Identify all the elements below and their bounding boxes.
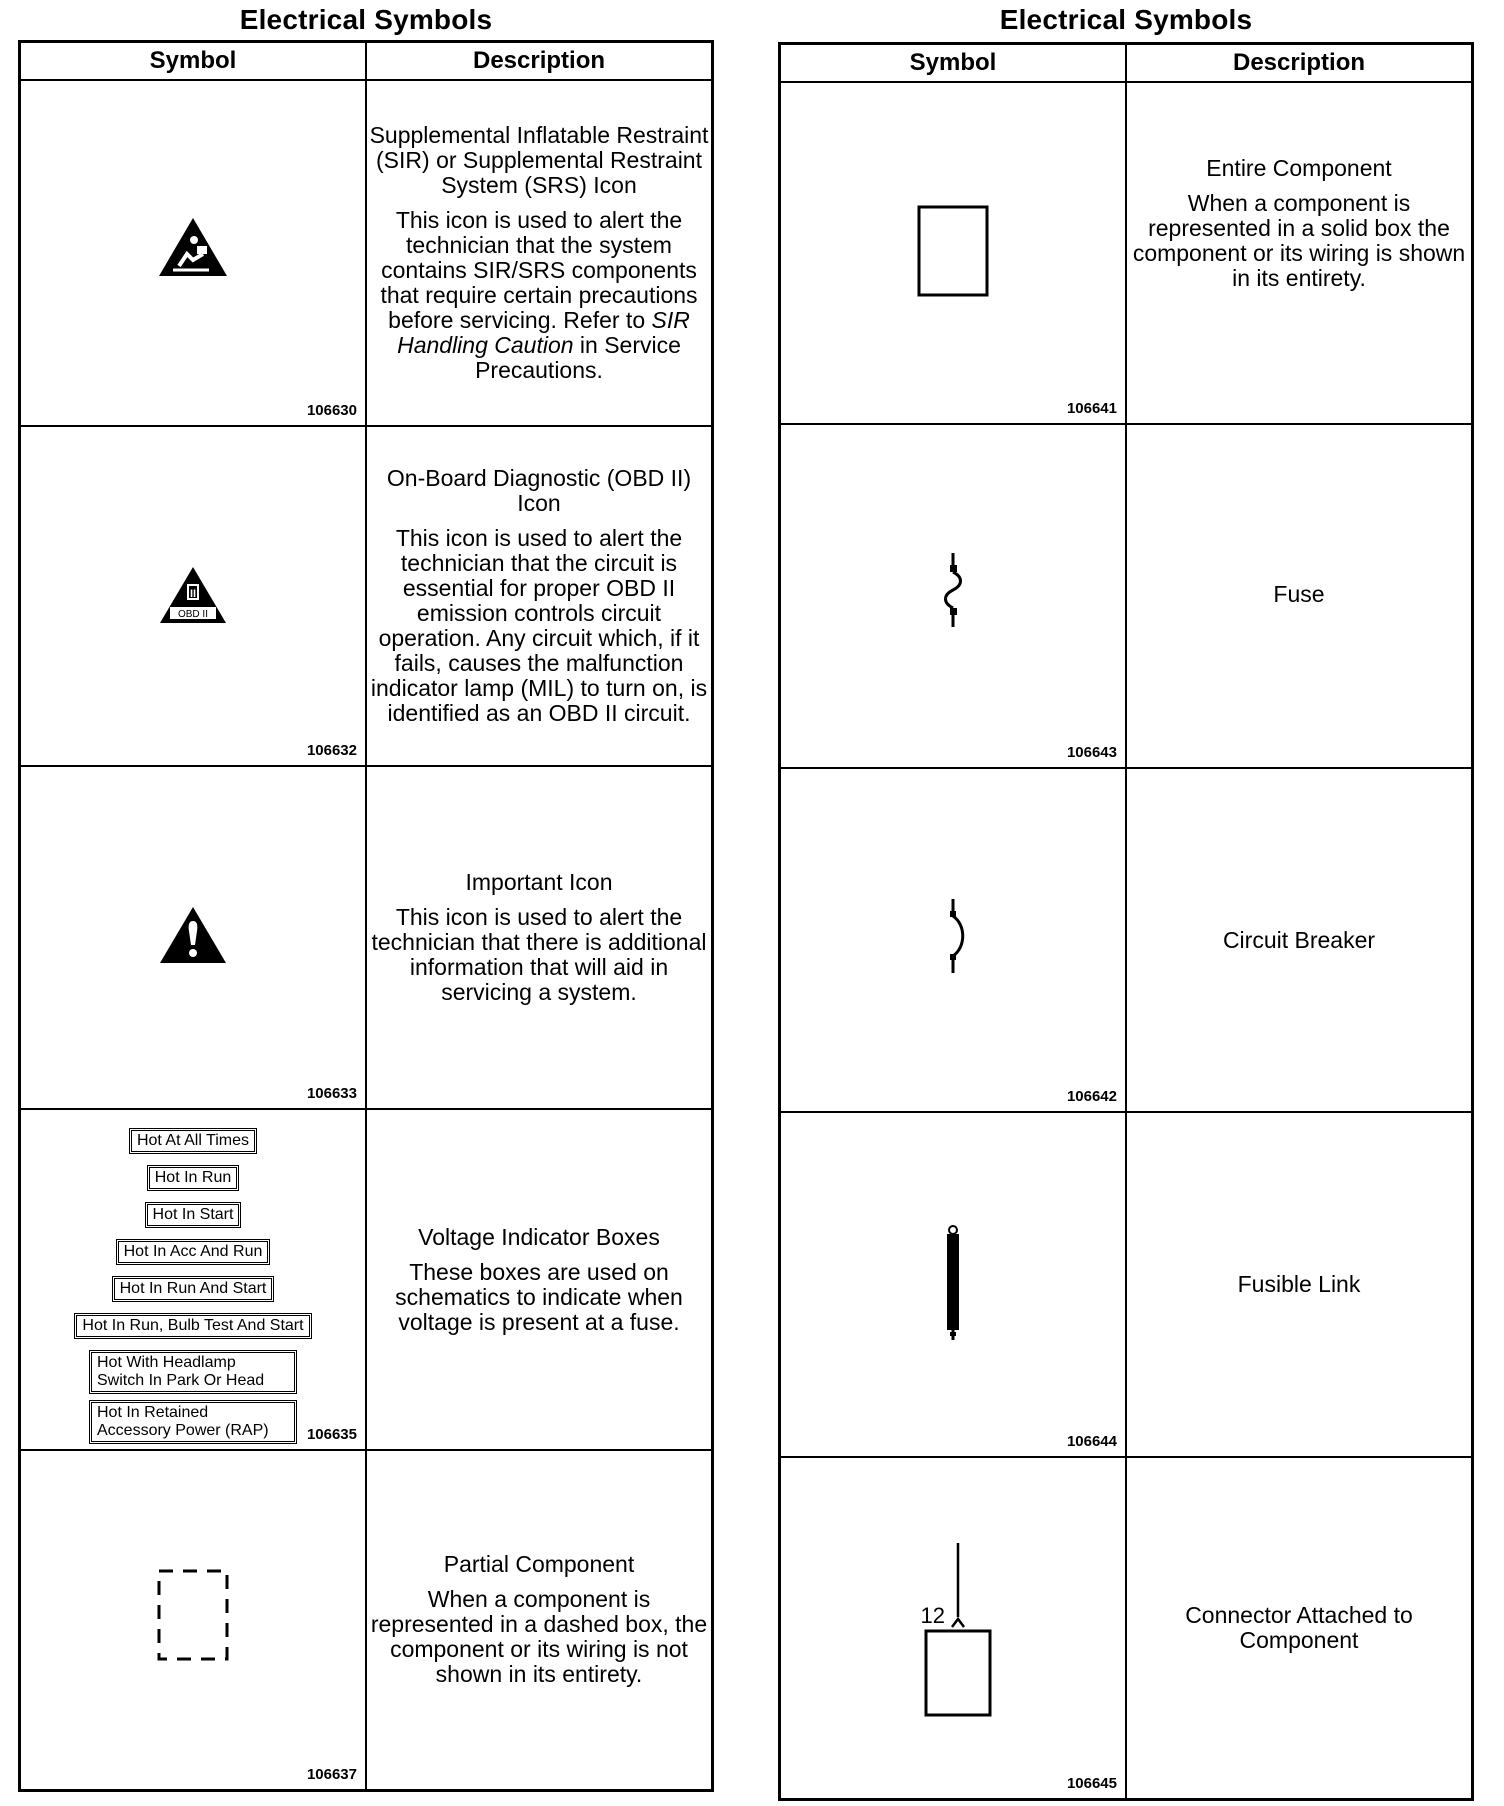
symbol-cell <box>780 1112 1127 1457</box>
description-cell <box>366 1109 713 1450</box>
figure-id: 106641 <box>1066 400 1117 417</box>
voltage-box: Hot In Start <box>145 1202 242 1228</box>
symbol-column-header: Symbol <box>20 42 367 81</box>
left-symbols-table <box>18 40 714 1792</box>
voltage-indicator-boxes <box>21 1128 365 1450</box>
figure-id: 106630 <box>306 402 357 419</box>
figure-id: 106645 <box>1066 1774 1117 1792</box>
symbol-title: Partial Component <box>443 1551 635 1578</box>
right-symbols-table <box>778 42 1474 1801</box>
left-panel-title: Electrical Symbols <box>239 4 493 35</box>
right-panel-title: Electrical Symbols <box>999 4 1253 35</box>
description-column-header: Description <box>1126 44 1473 83</box>
table-row <box>780 424 1473 768</box>
figure-id: 106642 <box>1066 1088 1117 1105</box>
figure-id: 106644 <box>1066 1433 1117 1450</box>
table-row <box>20 766 713 1109</box>
symbol-cell <box>780 1457 1127 1799</box>
obd-ii-warning-triangle-icon <box>158 565 228 625</box>
circuit-breaker-icon <box>938 899 968 973</box>
symbol-cell <box>20 80 367 426</box>
table-row <box>780 768 1473 1112</box>
description-cell <box>1126 82 1473 424</box>
obd-ii-mark: II <box>189 588 197 600</box>
description-column-header: Description <box>366 42 713 81</box>
symbol-cell <box>20 426 367 766</box>
symbol-title: Circuit Breaker <box>1222 926 1376 953</box>
description-cell <box>1126 1112 1473 1457</box>
description-cell <box>366 1450 713 1790</box>
table-row <box>20 426 713 766</box>
symbol-description: When a component is represented in a solid box the component or its wiring is shown in its entirety. <box>1132 189 1466 291</box>
table-row <box>780 1112 1473 1457</box>
sir-srs-warning-triangle-icon <box>157 216 229 278</box>
solid-box-icon <box>917 205 989 297</box>
symbol-title: On-Board Diagnostic (OBD II) Icon <box>386 465 692 516</box>
symbol-cell <box>20 1109 367 1450</box>
symbol-column-header: Symbol <box>780 44 1127 83</box>
description-cell <box>1126 1457 1473 1799</box>
symbol-description: This icon is used to alert the technician that the system contains SIR/SRS components that require certain precautions before servicing. Refer to SIR Handling Caution in Service Precautions. <box>380 207 698 383</box>
table-header-row <box>780 44 1473 83</box>
table-row <box>20 80 713 426</box>
voltage-box: Hot In Run And Start <box>112 1276 275 1302</box>
symbol-title: Important Icon <box>465 869 613 895</box>
pin-number-label: 12 <box>920 1602 945 1628</box>
symbol-cell <box>780 768 1127 1112</box>
italic-reference: SIR Handling Caution <box>397 307 690 358</box>
important-warning-triangle-icon <box>158 905 228 965</box>
figure-id: 106633 <box>306 1085 357 1102</box>
symbol-cell <box>20 766 367 1109</box>
symbol-title: Entire Component <box>1206 154 1392 181</box>
symbol-title: Supplemental Inflatable Restraint (SIR) or Supplemental Restraint System (SRS) Icon <box>369 122 709 198</box>
symbol-description: This icon is used to alert the technician that the circuit is essential for proper OBD II emission controls circuit operation. Any circuit which, if it fails, causes the malfunction indicator lamp (MIL) to turn on, is identified as an OBD II circuit. <box>370 525 708 726</box>
symbol-title: Fusible Link <box>1237 1271 1361 1297</box>
description-cell <box>1126 768 1473 1112</box>
obd-ii-icon-label: OBD II <box>177 609 209 620</box>
fusible-link-icon <box>941 1224 965 1342</box>
symbol-title: Fuse <box>1273 580 1325 607</box>
description-cell <box>366 766 713 1109</box>
voltage-box: Hot In Run <box>147 1165 239 1191</box>
right-symbols-panel <box>778 0 1474 1801</box>
fuse-icon <box>938 553 968 627</box>
voltage-box: Hot With Headlamp Switch In Park Or Head <box>89 1350 297 1394</box>
symbol-title: Voltage Indicator Boxes <box>418 1223 660 1250</box>
table-row <box>780 82 1473 424</box>
symbol-description: When a component is represented in a dashed box, the component or its wiring is not shown in its entirety. <box>370 1586 708 1688</box>
symbol-description: This icon is used to alert the technician that there is additional information that will aid in servicing a system. <box>371 904 707 1005</box>
figure-id: 106643 <box>1066 744 1117 761</box>
table-row <box>780 1457 1473 1799</box>
symbol-title: Connector Attached to Component <box>1185 1601 1413 1653</box>
voltage-box: Hot In Acc And Run <box>116 1239 271 1265</box>
figure-id: 106637 <box>306 1765 357 1783</box>
voltage-box: Hot In Run, Bulb Test And Start <box>74 1313 311 1339</box>
figure-id: 106635 <box>306 1426 357 1443</box>
symbol-cell <box>780 82 1127 424</box>
table-row <box>20 1109 713 1450</box>
symbol-cell <box>780 424 1127 768</box>
voltage-box: Hot In Retained Accessory Power (RAP) <box>89 1400 297 1444</box>
symbol-description: These boxes are used on schematics to indicate when voltage is present at a fuse. <box>395 1258 683 1335</box>
description-cell <box>366 80 713 426</box>
table-header-row <box>20 42 713 81</box>
symbol-cell <box>20 1450 367 1790</box>
dashed-box-icon <box>156 1568 230 1662</box>
table-row <box>20 1450 713 1790</box>
voltage-box: Hot At All Times <box>129 1128 257 1154</box>
left-symbols-panel <box>18 0 714 1792</box>
connector-attached-icon <box>898 1543 1008 1719</box>
figure-id: 106632 <box>306 742 357 759</box>
description-cell <box>1126 424 1473 768</box>
description-cell <box>366 426 713 766</box>
